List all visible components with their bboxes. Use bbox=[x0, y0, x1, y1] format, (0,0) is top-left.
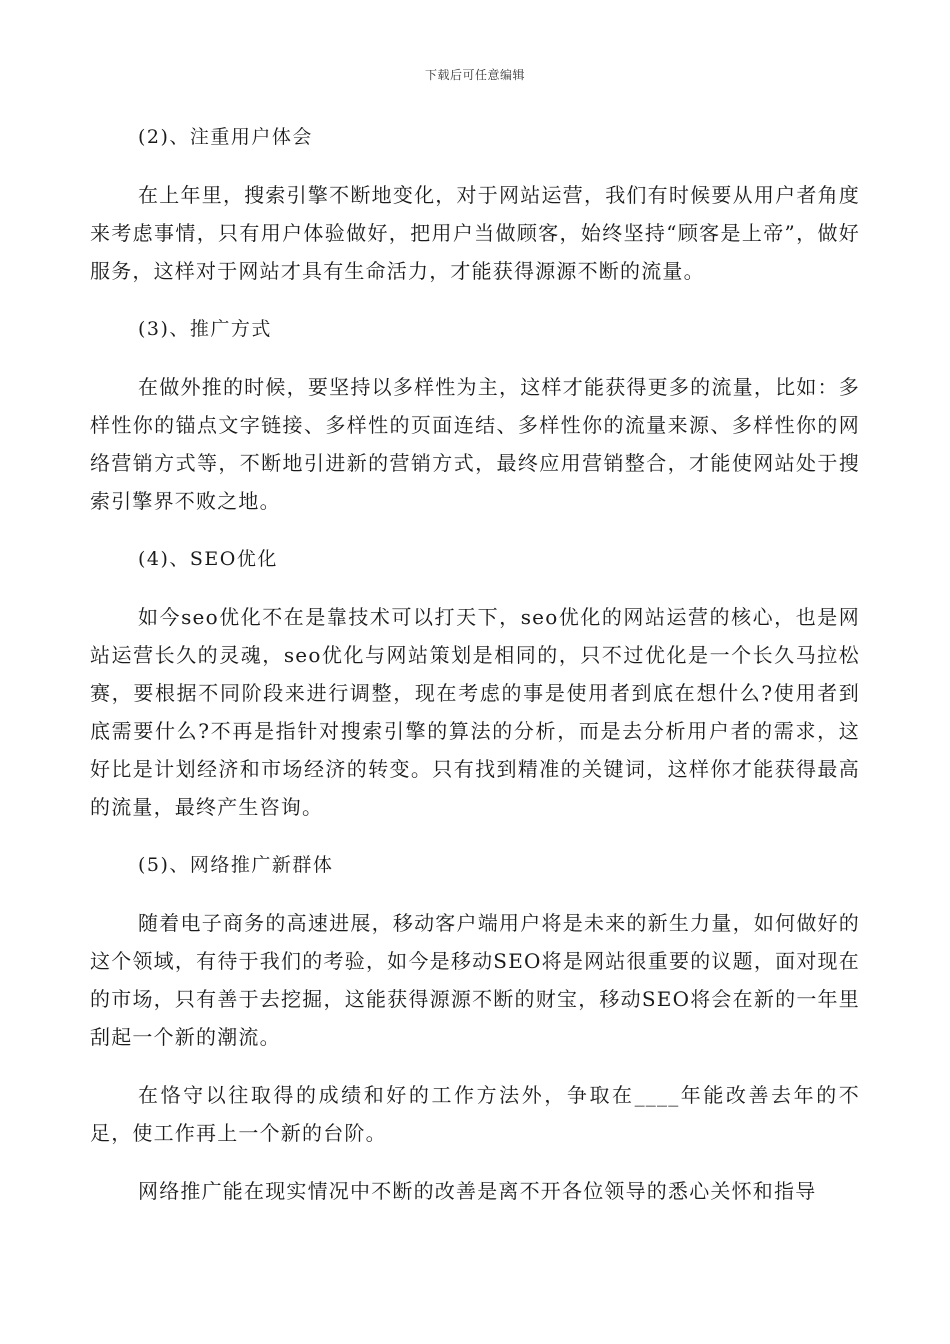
paragraph: 在上年里，搜索引擎不断地变化，对于网站运营，我们有时候要从用户者角度来考虑事情，只有用户体验做好，把用户当做顾客，始终坚持“顾客是上帝”，做好服务，这样对于网站才具有生命活力，才能获得源源不断的流量。 bbox=[90, 183, 860, 283]
paragraph: 如今seo优化不在是靠技术可以打天下，seo优化的网站运营的核心，也是网站运营长久的灵魂，seo优化与网站策划是相同的，只不过优化是一个长久马拉松赛，要根据不同阶段来进行调整，现在考虑的事是使用者到底在想什么?使用者到底需要什么?不再是指针对搜索引擎的算法的分析，而是去分析用户者的需求，这好比是计划经济和市场经济的转变。只有找到精准的关键词，这样你才能获得最高的流量，最终产生咨询。 bbox=[90, 605, 860, 819]
section-heading-4: (4)、SEO优化 bbox=[138, 548, 278, 570]
page-header: 下载后可任意编辑 bbox=[424, 68, 525, 82]
paragraph: 在恪守以往取得的成绩和好的工作方法外，争取在____年能改善去年的不足，使工作再上一个新的台阶。 bbox=[90, 1083, 860, 1145]
paragraph: 随着电子商务的高速进展，移动客户端用户将是未来的新生力量，如何做好的这个领域，有待于我们的考验，如今是移动SEO将是网站很重要的议题，面对现在的市场，只有善于去挖掘，这能获得源源不断的财宝，移动SEO将会在新的一年里刮起一个新的潮流。 bbox=[90, 911, 860, 1049]
paragraph: 在做外推的时候，要坚持以多样性为主，这样才能获得更多的流量，比如：多样性你的锚点文字链接、多样性的页面连结、多样性你的流量来源、多样性你的网络营销方式等，不断地引进新的营销方式，最终应用营销整合，才能使网站处于搜索引擎界不败之地。 bbox=[90, 375, 860, 513]
paragraph: 网络推广能在现实情况中不断的改善是离不开各位领导的悉心关怀和指导 bbox=[138, 1179, 817, 1203]
section-heading-2: (2)、注重用户体会 bbox=[138, 126, 313, 148]
section-heading-3: (3)、推广方式 bbox=[138, 318, 272, 340]
document-body bbox=[90, 118, 860, 1230]
section-heading-5: (5)、网络推广新群体 bbox=[138, 854, 334, 876]
